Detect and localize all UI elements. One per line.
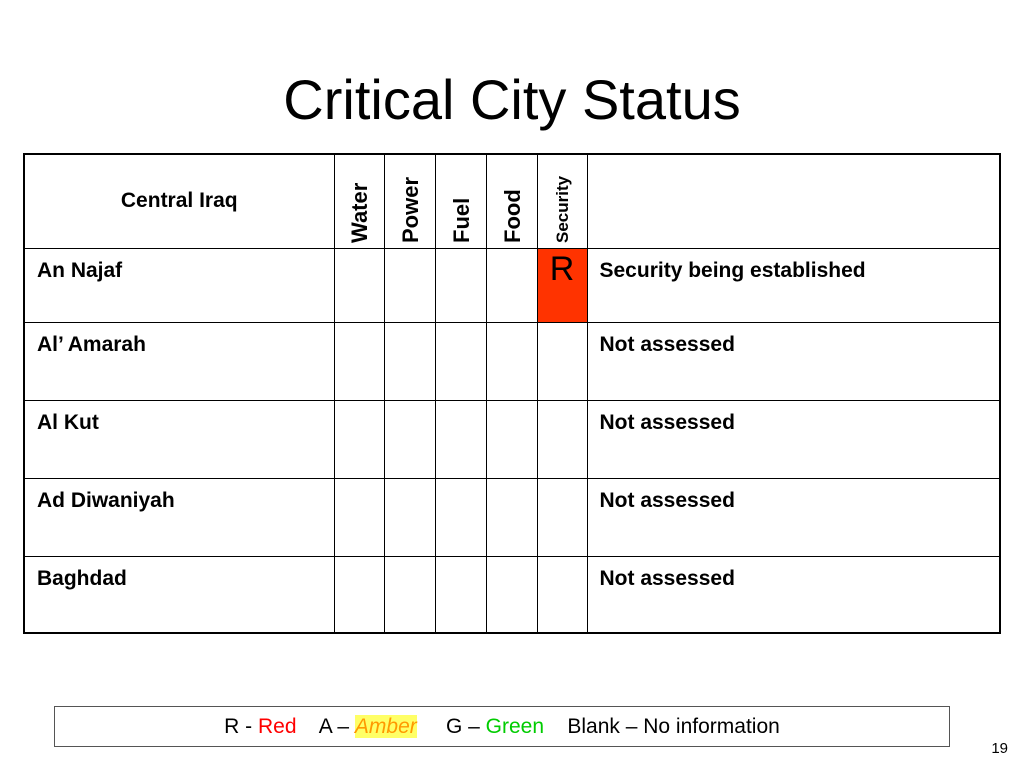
- region-header: Central Iraq: [24, 154, 334, 248]
- page-number: 19: [991, 740, 1008, 757]
- fuel-cell: [435, 248, 486, 322]
- fuel-cell: [435, 322, 486, 400]
- water-cell: [334, 248, 384, 322]
- fuel-cell: [435, 400, 486, 478]
- legend-box: [54, 706, 950, 747]
- slide-title: Critical City Status: [283, 68, 741, 131]
- fuel-label: Fuel: [448, 197, 474, 243]
- status-note: Not assessed: [587, 556, 1000, 633]
- table-header-row: [24, 154, 1000, 248]
- legend-blank: Blank – No information: [567, 715, 780, 738]
- fuel-cell: [435, 478, 486, 556]
- food-cell: [486, 400, 537, 478]
- city-name: An Najaf: [24, 248, 334, 322]
- legend-a-prefix: A –: [318, 715, 355, 738]
- power-label: Power: [397, 176, 423, 243]
- column-header-power: [384, 154, 435, 248]
- water-cell: [334, 556, 384, 633]
- security-cell: [537, 478, 587, 556]
- column-header-water: [334, 154, 384, 248]
- city-name: Baghdad: [24, 556, 334, 633]
- column-header-security: [537, 154, 587, 248]
- status-note: Not assessed: [587, 322, 1000, 400]
- security-cell-red: R: [537, 248, 587, 322]
- fuel-cell: [435, 556, 486, 633]
- food-label: Food: [499, 189, 525, 243]
- security-cell: [537, 400, 587, 478]
- status-note: Security being established: [587, 248, 1000, 322]
- city-status-table: [23, 153, 1001, 634]
- power-cell: [384, 556, 435, 633]
- table-row: [24, 400, 1000, 478]
- table-row: [24, 556, 1000, 633]
- city-name: Al’ Amarah: [24, 322, 334, 400]
- water-cell: [334, 478, 384, 556]
- food-cell: [486, 248, 537, 322]
- food-cell: [486, 322, 537, 400]
- security-label: Security: [552, 175, 572, 243]
- table-row: [24, 248, 1000, 322]
- legend-green: Green: [485, 715, 545, 738]
- water-cell: [334, 400, 384, 478]
- power-cell: [384, 478, 435, 556]
- power-cell: [384, 400, 435, 478]
- water-label: Water: [346, 182, 372, 243]
- water-cell: [334, 322, 384, 400]
- legend-g-prefix: G –: [445, 715, 486, 738]
- table-row: [24, 322, 1000, 400]
- security-cell: [537, 322, 587, 400]
- status-note: Not assessed: [587, 400, 1000, 478]
- food-cell: [486, 478, 537, 556]
- status-note: Not assessed: [587, 478, 1000, 556]
- column-header-fuel: [435, 154, 486, 248]
- legend-amber: Amber: [354, 715, 417, 738]
- security-cell: [537, 556, 587, 633]
- column-header-food: [486, 154, 537, 248]
- food-cell: [486, 556, 537, 633]
- table-row: [24, 478, 1000, 556]
- legend-red: Red: [258, 715, 297, 738]
- city-name: Al Kut: [24, 400, 334, 478]
- city-name: Ad Diwaniyah: [24, 478, 334, 556]
- power-cell: [384, 248, 435, 322]
- notes-header: [587, 154, 1000, 248]
- legend-r-prefix: R -: [224, 715, 258, 738]
- power-cell: [384, 322, 435, 400]
